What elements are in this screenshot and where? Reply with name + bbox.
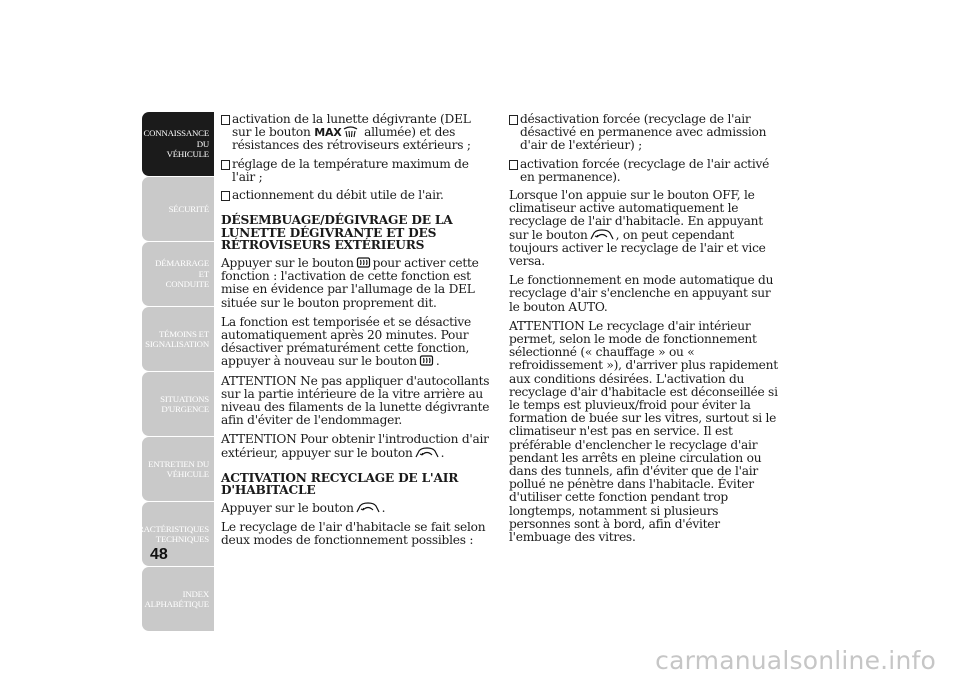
tab-label: CARACTÉRISTIQUES TECHNIQUES bbox=[126, 523, 209, 544]
list-item-text: allumée) et des résistances des rétroviseurs extérieurs ; bbox=[232, 125, 471, 153]
tab-label: SITUATIONS D'URGENCE bbox=[160, 393, 209, 414]
list-item-text: actionnement du débit utile de l'air. bbox=[232, 188, 444, 203]
list-item bbox=[221, 189, 493, 202]
tab-index-alphabetique[interactable] bbox=[142, 567, 214, 631]
list-item-text: réglage de la température maximum de l'air ; bbox=[232, 156, 469, 184]
list-item-text: activation de la lunette dégivrante (DEL sur le bouton bbox=[232, 112, 471, 140]
tab-label: INDEX ALPHABÉTIQUE bbox=[144, 588, 209, 609]
paragraph bbox=[221, 316, 493, 369]
max-key-label: MAX bbox=[314, 126, 342, 140]
paragraph-text: . bbox=[440, 445, 445, 460]
paragraph-text: Appuyer sur le bouton bbox=[221, 256, 354, 270]
tab-label: CONNAISSANCE DU VÉHICULE bbox=[143, 128, 209, 160]
tab-situations-d-urgence[interactable] bbox=[142, 372, 214, 436]
air-recirculation-icon bbox=[356, 502, 380, 514]
paragraph-text: . bbox=[381, 501, 386, 516]
warning-paragraph: ATTENTION Ne pas appliquer d'autocollants sur la partie intérieure de la vitre arrière au niveau des filaments de la lunette dégivrante afin d'éviter de l'endommager. bbox=[221, 373, 490, 428]
rear-defrost-icon bbox=[419, 355, 434, 367]
list-item bbox=[221, 158, 493, 184]
tab-securite[interactable] bbox=[142, 177, 214, 241]
tab-label: TÉMOINS ET SIGNALISATION bbox=[145, 328, 209, 349]
tab-label: ENTRETIEN DU VÉHICULE bbox=[148, 458, 209, 479]
paragraph-text: Appuyer sur le bouton bbox=[221, 501, 354, 516]
paragraph-text: Lorsque l'on appuie sur le bouton OFF, le climatiseur active automatiquement le recyclage de l'air d'habitacle. En appuyant sur le bouton bbox=[509, 188, 763, 242]
tab-entretien-du-vehicule[interactable] bbox=[142, 437, 214, 501]
tab-label: SÉCURITÉ bbox=[168, 203, 209, 214]
paragraph-text: pour activer cette fonction : l'activation de cette fonction est mise en évidence par l'allumage de la DEL située sur le bouton proprement dit. bbox=[221, 256, 479, 310]
right-column bbox=[509, 113, 781, 550]
section-heading-defrost: DÉSEMBUAGE/DÉGIVRAGE DE LA LUNETTE DÉGIVRANTE ET DES RÉTROVISEURS EXTÉRIEURS bbox=[221, 213, 453, 253]
tab-demarrage-et-conduite[interactable] bbox=[142, 242, 214, 306]
list-item bbox=[221, 113, 493, 153]
paragraph bbox=[221, 257, 493, 310]
tab-temoins-et-signalisation[interactable] bbox=[142, 307, 214, 371]
warning-paragraph: ATTENTION Le recyclage d'air intérieur permet, selon le mode de fonctionnement sélectionné (« chauffage » ou « refroidissement »), d'arriver plus rapidement aux conditions désirées. L'activation du recyclage d'air d'habitacle est déconseillée si le temps est pluvieux/froid pour éviter la formation de buée sur les vitres, surtout si le climatiseur n'est pas en service. Il est préférable d'enclencher le recyclage d'air pendant les arrêts en pleine circulation ou dans des tunnels, afin d'éviter que de l'air pollué ne pénètre dans l'habitacle. Éviter d'utiliser cette fonction pendant trop longtemps, notamment si plusieurs personnes sont à bord, afin d'éviter l'embuage des vitres. bbox=[509, 318, 778, 545]
list-item-text: activation forcée (recyclage de l'air activé en permanence). bbox=[520, 156, 770, 184]
watermark: carmanualsonline.info bbox=[655, 646, 936, 675]
left-column bbox=[221, 113, 493, 554]
paragraph: Le recyclage de l'air d'habitacle se fait selon deux modes de fonctionnement possibles : bbox=[221, 520, 486, 548]
tab-label: DÉMARRAGE ET CONDUITE bbox=[155, 258, 209, 290]
list-item bbox=[509, 113, 781, 153]
paragraph-text: , on peut cependant toujours activer le recyclage de l'air et vice versa. bbox=[509, 227, 766, 269]
tab-connaissance-du-vehicule[interactable] bbox=[142, 112, 214, 176]
warning-paragraph bbox=[221, 433, 493, 459]
list-item-text: désactivation forcée (recyclage de l'air désactivé en permanence avec admission d'air de l'extérieur) ; bbox=[520, 112, 767, 153]
page-number: 48 bbox=[150, 546, 168, 563]
rear-defrost-icon bbox=[356, 257, 371, 269]
section-heading-recirculation: ACTIVATION RECYCLAGE DE L'AIR D'HABITACLE bbox=[221, 470, 459, 498]
paragraph: Le fonctionnement en mode automatique du recyclage d'air s'enclenche en appuyant sur le bouton AUTO. bbox=[509, 273, 774, 314]
paragraph bbox=[221, 502, 493, 515]
paragraph-text: La fonction est temporisée et se désactive automatiquement après 20 minutes. Pour désactiver prématurément cette fonction, appuyer à nouveau sur le bouton bbox=[221, 314, 472, 369]
paragraph-text: . bbox=[435, 354, 440, 369]
paragraph bbox=[509, 189, 781, 268]
air-recirculation-icon bbox=[590, 229, 614, 241]
paragraph-text: ATTENTION Pour obtenir l'introduction d'air extérieur, appuyer sur le bouton bbox=[221, 432, 489, 460]
air-recirculation-icon bbox=[415, 447, 439, 459]
max-defrost-icon bbox=[343, 126, 358, 138]
list-item bbox=[509, 158, 781, 184]
